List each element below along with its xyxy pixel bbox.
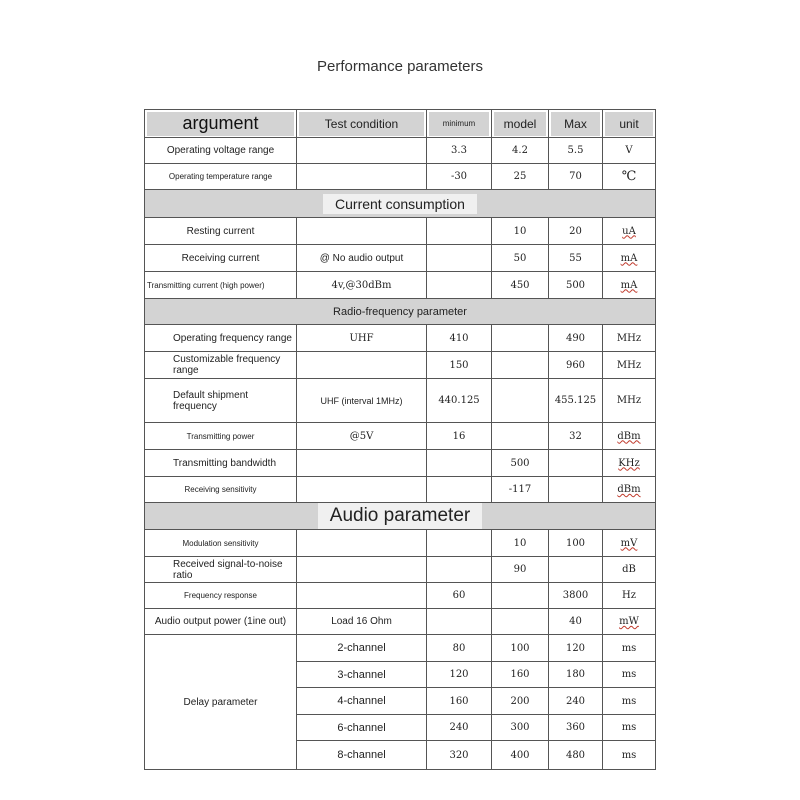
row-argument: Resting current [145, 218, 297, 245]
row-max: 500 [549, 272, 603, 299]
row-argument: Audio output power (1ine out) [145, 609, 297, 635]
row-min: 150 [427, 352, 492, 379]
row-max: 55 [549, 245, 603, 272]
row-condition: UHF [297, 325, 427, 352]
table-row [145, 164, 656, 190]
table-row [145, 379, 656, 423]
row-condition [297, 557, 427, 583]
row-unit: ms [603, 662, 656, 688]
row-min: 16 [427, 423, 492, 450]
row-unit: KHz [603, 450, 656, 477]
row-model [492, 352, 549, 379]
row-model [492, 583, 549, 609]
header-minimum: minimum [427, 110, 492, 138]
row-unit: ms [603, 741, 656, 770]
row-model: 4.2 [492, 138, 549, 164]
row-condition [297, 164, 427, 190]
table-row [145, 352, 656, 379]
row-min [427, 557, 492, 583]
row-max: 32 [549, 423, 603, 450]
header-test-condition: Test condition [297, 110, 427, 138]
row-max [549, 477, 603, 503]
row-unit: mA [603, 245, 656, 272]
row-model [492, 423, 549, 450]
table-row [145, 138, 656, 164]
row-argument: Transmitting bandwidth [145, 450, 297, 477]
row-min: 60 [427, 583, 492, 609]
row-condition: Load 16 Ohm [297, 609, 427, 635]
row-argument: Receiving current [145, 245, 297, 272]
row-condition [297, 218, 427, 245]
row-model: 10 [492, 530, 549, 557]
row-condition [297, 138, 427, 164]
row-model: 160 [492, 662, 549, 688]
row-argument: Operating temperature range [145, 164, 297, 190]
row-model: 90 [492, 557, 549, 583]
header-model: model [492, 110, 549, 138]
page-title: Performance parameters [317, 58, 483, 75]
row-unit: dBm [603, 477, 656, 503]
row-unit: Hz [603, 583, 656, 609]
row-min: 320 [427, 741, 492, 770]
row-max: 240 [549, 688, 603, 715]
row-argument: Receiving sensitivity [145, 477, 297, 503]
row-unit: mV [603, 530, 656, 557]
row-argument: Default shipment frequency [145, 379, 297, 423]
row-max: 20 [549, 218, 603, 245]
row-condition: UHF (interval 1MHz) [297, 379, 427, 423]
table-row [145, 530, 656, 557]
row-max [549, 450, 603, 477]
row-condition [297, 477, 427, 503]
section-title: Audio parameter [318, 503, 482, 529]
table-row [145, 609, 656, 635]
header-unit: unit [603, 110, 656, 138]
row-min [427, 450, 492, 477]
row-argument: Transmitting power [145, 423, 297, 450]
row-model: 500 [492, 450, 549, 477]
row-condition: @ No audio output [297, 245, 427, 272]
row-condition: 4-channel [297, 688, 427, 715]
row-condition: @5V [297, 423, 427, 450]
row-unit: mW [603, 609, 656, 635]
row-unit: ms [603, 688, 656, 715]
row-condition [297, 583, 427, 609]
row-argument: Frequency response [145, 583, 297, 609]
table-row [145, 450, 656, 477]
row-unit: ms [603, 635, 656, 662]
row-condition [297, 352, 427, 379]
row-unit: ℃ [603, 164, 656, 190]
row-model [492, 325, 549, 352]
row-min [427, 218, 492, 245]
section-title: Current consumption [323, 194, 477, 214]
row-condition: 2-channel [297, 635, 427, 662]
row-max [549, 557, 603, 583]
row-model: 450 [492, 272, 549, 299]
table-row [145, 325, 656, 352]
row-max: 70 [549, 164, 603, 190]
row-unit: uA [603, 218, 656, 245]
row-model [492, 609, 549, 635]
row-model [492, 379, 549, 423]
header-max: Max [549, 110, 603, 138]
row-model: 200 [492, 688, 549, 715]
row-model: 400 [492, 741, 549, 770]
row-max: 100 [549, 530, 603, 557]
row-min [427, 530, 492, 557]
row-min: -30 [427, 164, 492, 190]
section-row [145, 503, 656, 530]
row-condition: 3-channel [297, 662, 427, 688]
row-model: 10 [492, 218, 549, 245]
table-row [145, 218, 656, 245]
row-max: 455.125 [549, 379, 603, 423]
section-row [145, 190, 656, 218]
performance-table [144, 109, 656, 770]
row-unit: V [603, 138, 656, 164]
row-argument: Received signal-to-noise ratio [145, 557, 297, 583]
row-model: -117 [492, 477, 549, 503]
row-min: 440.125 [427, 379, 492, 423]
table-row [145, 423, 656, 450]
row-min [427, 245, 492, 272]
row-min: 240 [427, 715, 492, 741]
row-condition [297, 450, 427, 477]
row-unit: ms [603, 715, 656, 741]
row-min [427, 477, 492, 503]
section-title: Radio-frequency parameter [333, 305, 467, 318]
row-min: 120 [427, 662, 492, 688]
table-row [145, 635, 656, 662]
row-max: 960 [549, 352, 603, 379]
table-row [145, 245, 656, 272]
row-unit: MHz [603, 325, 656, 352]
section-audio-parameter [145, 503, 656, 530]
row-model: 100 [492, 635, 549, 662]
row-max: 3800 [549, 583, 603, 609]
row-max: 5.5 [549, 138, 603, 164]
row-max: 480 [549, 741, 603, 770]
table-row [145, 557, 656, 583]
row-argument: Customizable frequency range [145, 352, 297, 379]
table-row [145, 583, 656, 609]
row-min: 3.3 [427, 138, 492, 164]
row-condition: 8-channel [297, 741, 427, 770]
row-argument: Operating frequency range [145, 325, 297, 352]
table-header [145, 110, 656, 138]
row-min: 160 [427, 688, 492, 715]
row-max: 490 [549, 325, 603, 352]
row-argument: Operating voltage range [145, 138, 297, 164]
row-model: 300 [492, 715, 549, 741]
row-min: 80 [427, 635, 492, 662]
row-unit: MHz [603, 379, 656, 423]
row-min: 410 [427, 325, 492, 352]
header-argument: argument [145, 110, 297, 138]
row-condition: 4v,@30dBm [297, 272, 427, 299]
row-max: 40 [549, 609, 603, 635]
row-max: 120 [549, 635, 603, 662]
row-unit: MHz [603, 352, 656, 379]
row-argument: Transmitting current (high power) [145, 272, 297, 299]
table-row [145, 272, 656, 299]
section-row [145, 299, 656, 325]
row-model: 25 [492, 164, 549, 190]
row-argument: Modulation sensitivity [145, 530, 297, 557]
row-condition: 6-channel [297, 715, 427, 741]
delay-parameter-label: Delay parameter [145, 635, 297, 770]
section-radio-frequency [145, 299, 656, 325]
table-row [145, 477, 656, 503]
row-condition [297, 530, 427, 557]
row-max: 180 [549, 662, 603, 688]
row-model: 50 [492, 245, 549, 272]
row-unit: dB [603, 557, 656, 583]
row-min [427, 272, 492, 299]
row-max: 360 [549, 715, 603, 741]
section-current-consumption [145, 190, 656, 218]
row-min [427, 609, 492, 635]
row-unit: mA [603, 272, 656, 299]
row-unit: dBm [603, 423, 656, 450]
